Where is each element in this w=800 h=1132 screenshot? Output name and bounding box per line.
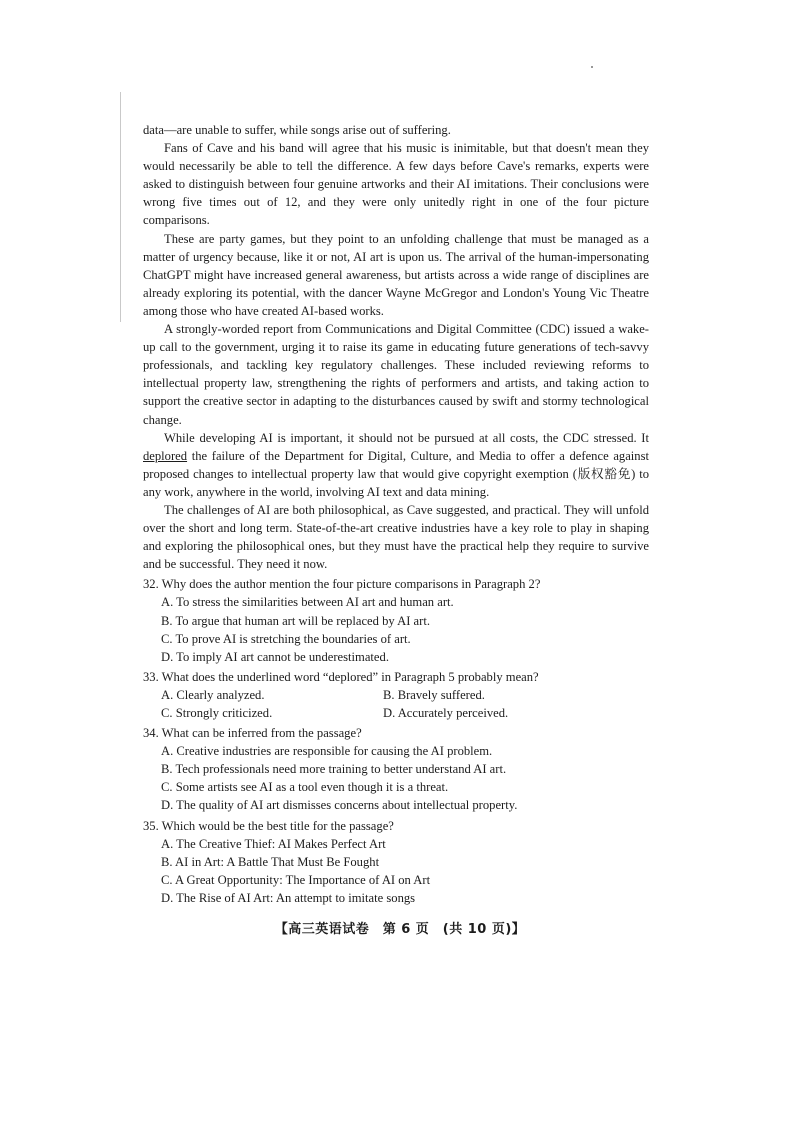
option-list	[143, 835, 649, 907]
question-35	[143, 817, 649, 907]
option-a: A. To stress the similarities between AI art and human art.	[161, 595, 454, 610]
option-b: B. To argue that human art will be replaced by AI art.	[161, 613, 430, 628]
paragraph-4-end: the failure of the Department for Digital, Culture, and Media to offer a defence against proposed changes to intellectual property law that would give copyright exemption (版权豁免) to any work, anywhere in the world, involving AI text and data mining.	[143, 448, 649, 499]
question-stem: 32. Why does the author mention the four picture comparisons in Paragraph 2?	[143, 577, 541, 592]
option-a: A. Clearly analyzed.	[161, 687, 265, 702]
option-list	[143, 742, 649, 814]
paragraph-4-start: While developing AI is important, it should not be pursued at all costs, the CDC stressed. It	[164, 430, 649, 445]
paragraph-3: A strongly-worded report from Communications and Digital Committee (CDC) issued a wake-up call to the government, urging it to raise its game in educating future generations of tech-savvy professionals, and tackling key regulatory challenges. These included reviewing reforms to intellectual property law, strengthening the rights of performers and artists, and taking action to support the creative sector in adapting to the disturbances caused by swift and stormy technological change.	[143, 322, 649, 427]
question-stem: 35. Which would be the best title for the passage?	[143, 818, 394, 833]
option-d: D. To imply AI art cannot be underestimated.	[161, 649, 389, 664]
option-c: C. To prove AI is stretching the boundaries of art.	[161, 631, 411, 646]
option-c: C. A Great Opportunity: The Importance of AI on Art	[161, 872, 431, 887]
option-d: D. The Rise of AI Art: An attempt to imitate songs	[161, 890, 416, 905]
page-footer: 【高三英语试卷 第 6 页 (共 10 页)】	[274, 922, 526, 937]
paragraph-2: These are party games, but they point to an unfolding challenge that must be managed as a matter of urgency because, like it or not, AI art is upon us. The arrival of the human-impersonating ChatGPT might have increased general awareness, but artists across a wide range of disciplines are already exploring its potential, with the dancer Wayne McGregor and London's Young Vic Theatre among those who have created AI-based works.	[143, 231, 649, 318]
paragraph-5: The challenges of AI are both philosophical, as Cave suggested, and practical. They will unfold over the short and long term. State-of-the-art creative industries have a key role to play in shaping and exploring the philosophical ones, but they must have the practical help they require to survive and be successful. They need it now.	[143, 502, 649, 572]
option-c: C. Strongly criticized.	[161, 706, 273, 720]
option-b: B. Tech professionals need more training to better understand AI art.	[161, 762, 507, 777]
option-c: C. Some artists see AI as a tool even though it is a threat.	[161, 780, 449, 795]
paragraph-4	[143, 429, 649, 501]
margin-line	[120, 92, 121, 322]
question-32	[143, 575, 649, 665]
content-area	[143, 121, 649, 907]
scan-speck	[591, 66, 593, 68]
option-b: B. AI in Art: A Battle That Must Be Fought	[161, 854, 380, 869]
question-33	[143, 668, 649, 722]
underlined-word: deplored	[143, 448, 188, 463]
question-34	[143, 724, 649, 814]
question-stem: 34. What can be inferred from the passage?	[143, 726, 362, 741]
option-grid	[143, 686, 649, 722]
option-list	[143, 593, 649, 665]
option-d: D. The quality of AI art dismisses concerns about intellectual property.	[161, 798, 518, 813]
option-a: A. The Creative Thief: AI Makes Perfect Art	[161, 836, 386, 851]
paragraph-0: data—are unable to suffer, while songs arise out of suffering.	[143, 123, 451, 137]
option-b: B. Bravely suffered.	[383, 687, 485, 702]
question-stem: 33. What does the underlined word “deplored” in Paragraph 5 probably mean?	[143, 669, 539, 684]
option-a: A. Creative industries are responsible for causing the AI problem.	[161, 744, 493, 759]
option-d: D. Accurately perceived.	[383, 706, 509, 720]
paragraph-1: Fans of Cave and his band will agree that his music is inimitable, but that doesn't mean they would necessarily be able to tell the difference. A few days before Cave's remarks, experts were asked to distinguish between four genuine artworks and their AI imitations. Their conclusions were wrong five times out of 12, and they were only unitedly right in one of the four picture comparisons.	[143, 141, 649, 228]
